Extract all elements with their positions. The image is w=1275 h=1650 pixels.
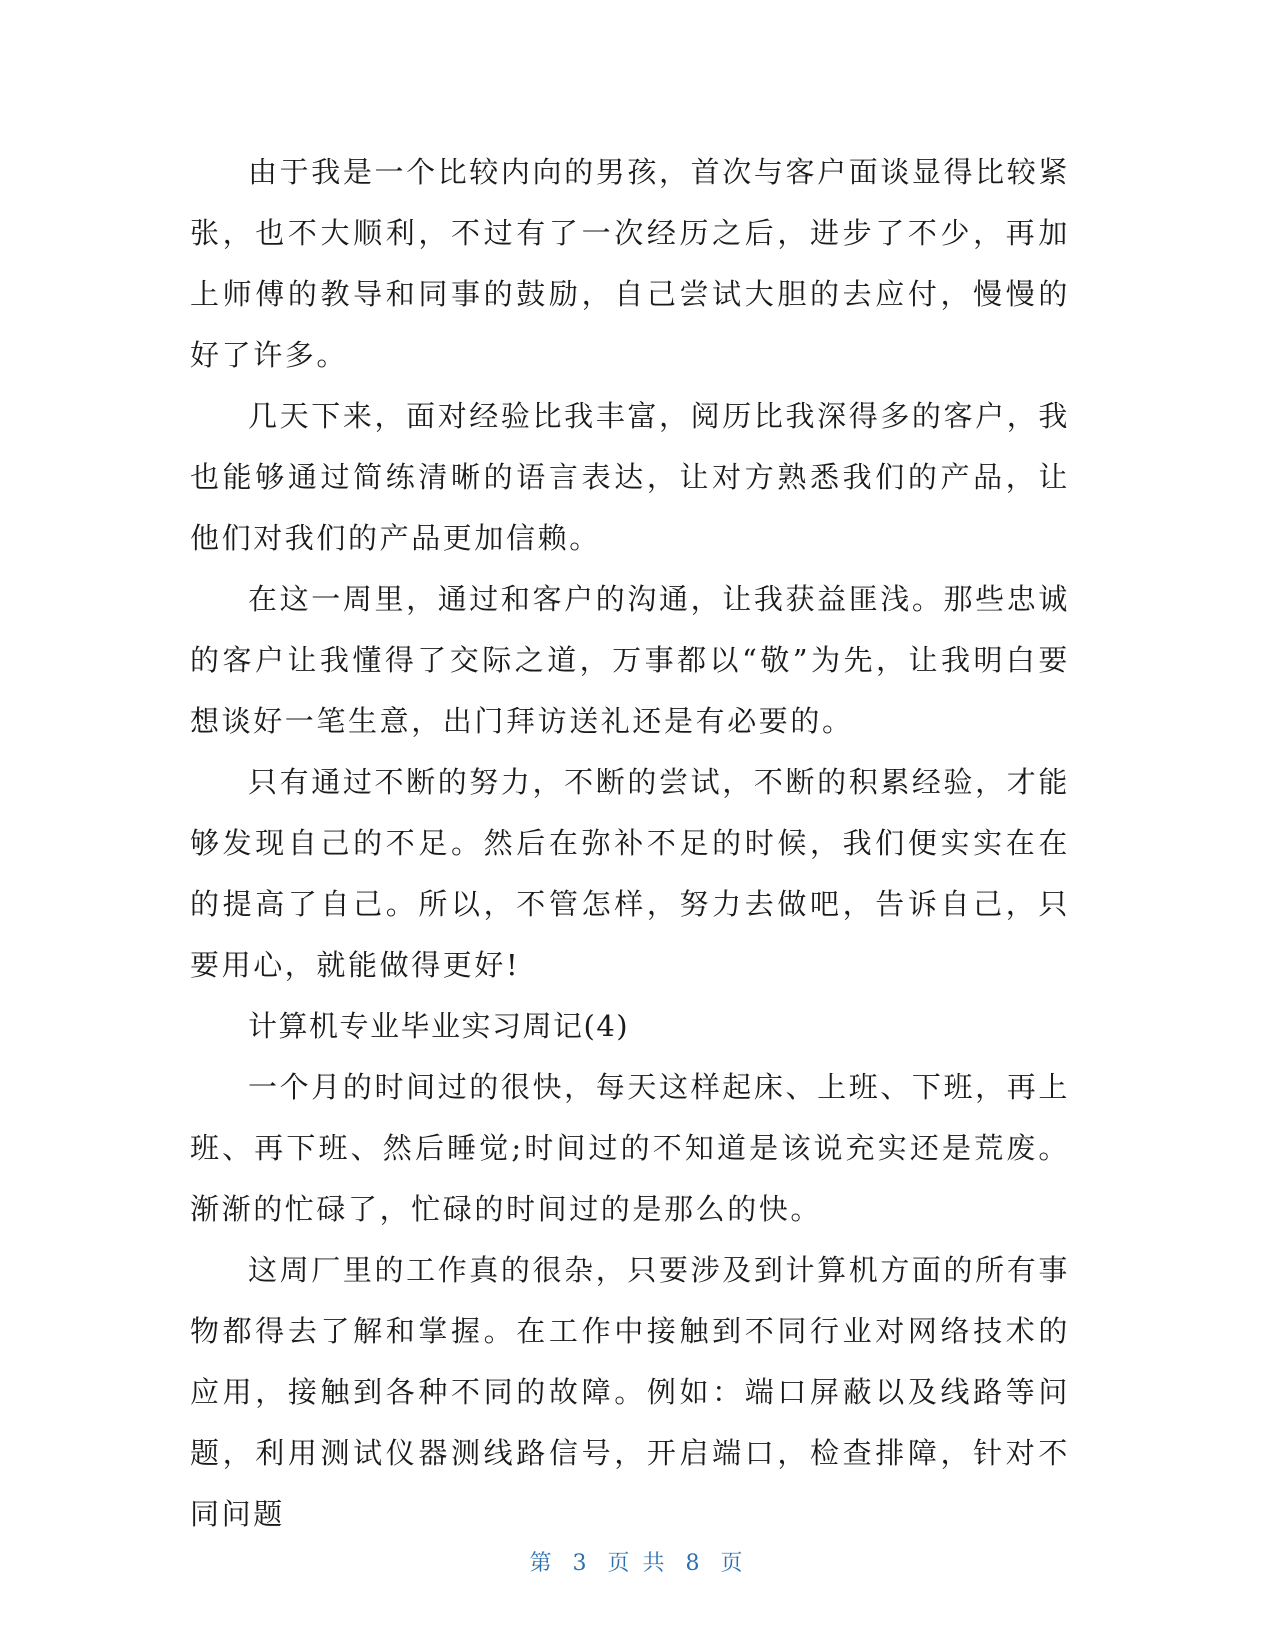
paragraph: 一个月的时间过的很快，每天这样起床、上班、下班，再上班、再下班、然后睡觉;时间过的不知道是该说充实还是荒废。渐渐的忙碌了，忙碌的时间过的是那么的快。: [190, 1070, 1070, 1226]
footer-middle: 页 共: [607, 1551, 668, 1576]
footer-total-pages: 8: [685, 1551, 703, 1576]
footer-prefix: 第: [529, 1551, 555, 1576]
paragraph: 在这一周里，通过和客户的沟通，让我获益匪浅。那些忠诚的客户让我懂得了交际之道，万事都以“敬”为先，让我明白要想谈好一笔生意，出门拜访送礼还是有必要的。: [190, 582, 1070, 738]
document-body: [190, 142, 1070, 1545]
section-heading: 计算机专业毕业实习周记(4): [248, 1009, 630, 1043]
footer-current-page: 3: [572, 1551, 590, 1576]
footer-suffix: 页: [720, 1551, 746, 1576]
paragraph: 由于我是一个比较内向的男孩，首次与客户面谈显得比较紧张，也不大顺利，不过有了一次经历之后，进步了不少，再加上师傅的教导和同事的鼓励，自己尝试大胆的去应付，慢慢的好了许多。: [190, 155, 1070, 372]
paragraph: 这周厂里的工作真的很杂，只要涉及到计算机方面的所有事物都得去了解和掌握。在工作中接触到不同行业对网络技术的应用，接触到各种不同的故障。例如：端口屏蔽以及线路等问题，利用测试仪器测线路信号，开启端口，检查排障，针对不同问题: [190, 1253, 1070, 1531]
paragraph: 只有通过不断的努力，不断的尝试，不断的积累经验，才能够发现自己的不足。然后在弥补不足的时候，我们便实实在在的提高了自己。所以，不管怎样，努力去做吧，告诉自己，只要用心，就能做得更好!: [190, 765, 1070, 982]
paragraph: 几天下来，面对经验比我丰富，阅历比我深得多的客户，我也能够通过简练清晰的语言表达，让对方熟悉我们的产品，让他们对我们的产品更加信赖。: [190, 399, 1070, 555]
page-footer: [0, 1546, 1275, 1577]
